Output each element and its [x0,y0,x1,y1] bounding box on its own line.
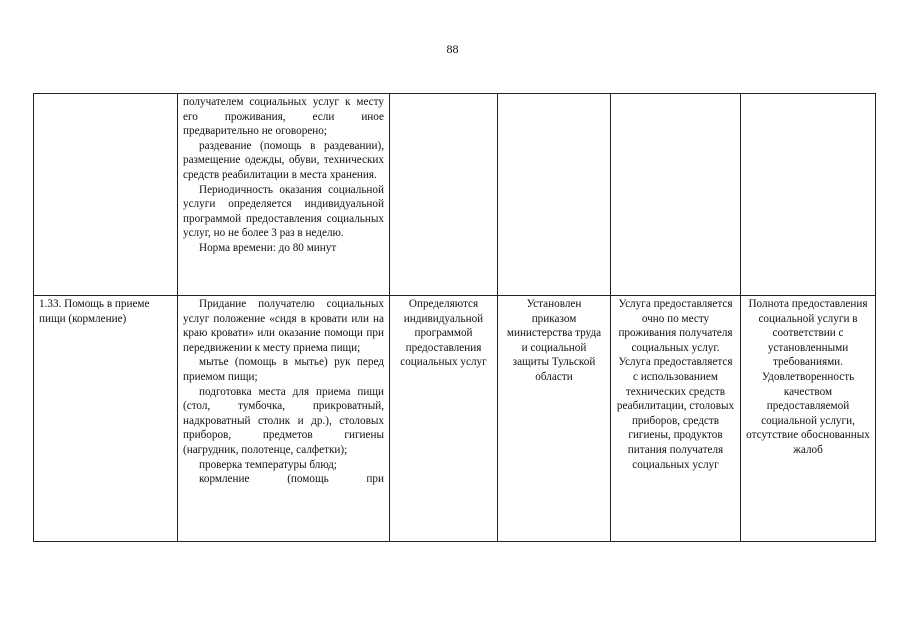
service-description-cell [178,94,390,296]
description-paragraph: раздевание (помощь в раздевании), размещение одежды, обуви, технических средств реабилитации в места хранения. [183,139,384,181]
quality-cell-empty [741,94,876,296]
description-paragraph: Придание получателю социальных услуг положение «сидя в кровати или на краю кровати» или оказание помощи при передвижении к месту приема пищи; [183,298,384,354]
quality-cell [741,296,876,542]
volume-cell-empty [390,94,498,296]
services-table [33,93,876,542]
description-paragraph: проверка температуры блюд; [199,458,337,471]
conditions-text: Услуга предоставляется очно по месту проживания получателя социальных услуг. Услуга предоставляется с использованием технических средств реабилитации, столовых приборов, средств гигиены, продуктов питания получателя социальных услуг [616,298,735,471]
service-name-cell [34,296,178,542]
volume-text: Определяются индивидуальной программой предоставления социальных услуг [400,298,487,369]
description-paragraph: Периодичность оказания социальной услуги определяется индивидуальной программой предоставления социальных услуг, но не более 3 раз в неделю. [183,183,384,240]
conditions-cell [611,296,741,542]
tariff-text: Установлен приказом министерства труда и социальной защиты Тульской области [506,298,602,383]
tariff-cell [498,296,611,542]
description-paragraph: получателем социальных услуг к месту его проживания, если иное предварительно не оговорено; [183,96,384,138]
description-paragraph: Норма времени: до 80 минут [199,241,337,254]
table-row-1-33 [34,296,876,542]
service-description-cell [178,296,390,542]
volume-cell [390,296,498,542]
page-number: 88 [446,42,459,56]
tariff-cell-empty [498,94,611,296]
service-name: 1.33. Помощь в приеме пищи (кормление) [39,298,150,325]
service-name-cell-empty [34,94,178,296]
table-row-continuation [34,94,876,296]
conditions-cell-empty [611,94,741,296]
description-paragraph: подготовка места для приема пищи (стол, тумбочка, прикроватный, надкроватный столик и др.), столовых приборов, предметов гигиены (нагрудник, полотенце, салфетки); [183,385,384,456]
quality-text: Полнота предоставления социальной услуги в соответствии с установленными требованиями. Удовлетворенность качеством предоставляемой социальной услуги, отсутствие обоснованных жалоб [746,298,870,456]
description-paragraph: кормление (помощь при [199,473,384,486]
description-paragraph: мытье (помощь в мытье) рук перед приемом пищи; [183,356,384,383]
